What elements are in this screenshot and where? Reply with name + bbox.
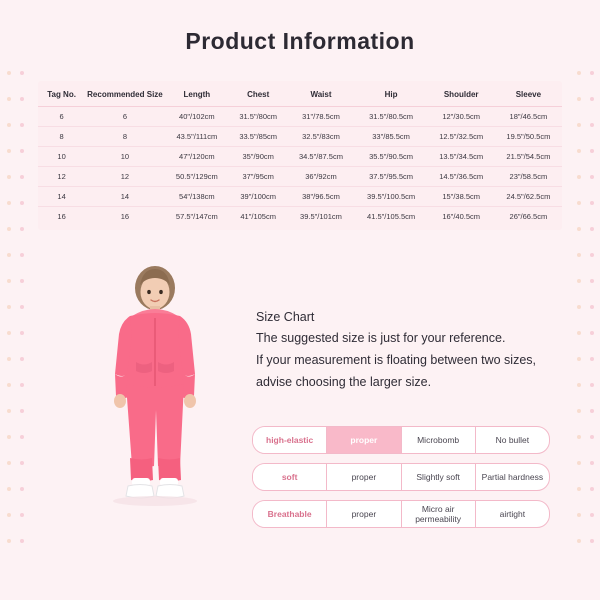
property-label-breathable: Breathable (253, 501, 327, 527)
column-header-recommended-size: Recommended Size (85, 83, 165, 107)
column-header-chest: Chest (229, 83, 287, 107)
size-chart-line-3: advise choosing the larger size. (256, 375, 432, 389)
page-title: Product Information (185, 28, 415, 54)
size-chart-heading: Size Chart (256, 310, 315, 324)
cell-length: 40"/102cm (165, 107, 229, 127)
cell-tag-no: 16 (57, 212, 66, 221)
property-scale-high-elastic (252, 426, 550, 454)
table-row (38, 167, 562, 187)
cell-hip: 39.5"/100.5cm (355, 187, 428, 207)
property-option-breathable-micro-air-permeability[interactable]: Micro air permeability (402, 501, 476, 527)
property-scale-soft (252, 463, 550, 491)
size-table (38, 81, 562, 230)
cell-length: 54"/138cm (165, 187, 229, 207)
cell-sleeve: 26"/66.5cm (509, 212, 548, 221)
cell-tag-no: 10 (38, 147, 85, 167)
cell-chest: 41"/105cm (240, 212, 276, 221)
property-option-high-elastic-proper[interactable]: proper (327, 427, 401, 453)
cell-tag-no: 14 (38, 187, 85, 207)
cell-hip: 35.5"/90.5cm (355, 147, 428, 167)
property-label-high-elastic: high-elastic (253, 427, 327, 453)
cell-hip: 41.5"/105.5cm (367, 212, 416, 221)
cell-waist: 31"/78.5cm (287, 107, 354, 127)
column-header-hip: Hip (355, 83, 428, 107)
cell-tag-no: 12 (38, 167, 85, 187)
cell-chest: 33.5"/85cm (229, 127, 287, 147)
column-header-tag-no: Tag No. (38, 83, 85, 107)
table-row (38, 187, 562, 207)
product-model-image (70, 258, 240, 558)
cell-chest: 31.5"/80cm (229, 107, 287, 127)
cell-chest: 35"/90cm (229, 147, 287, 167)
size-chart-line-2: If your measurement is floating between two sizes, (256, 353, 536, 367)
cell-hip: 37.5"/95.5cm (355, 167, 428, 187)
property-label-soft: soft (253, 464, 327, 490)
table-row (38, 207, 562, 227)
property-option-soft-slightly-soft[interactable]: Slightly soft (402, 464, 476, 490)
property-option-breathable-airtight[interactable]: airtight (499, 509, 526, 519)
cell-recommended-size: 10 (85, 147, 165, 167)
table-row (38, 107, 562, 127)
cell-recommended-size: 8 (85, 127, 165, 147)
size-chart-line-1: The suggested size is just for your reference. (256, 331, 506, 345)
cell-tag-no: 6 (38, 107, 85, 127)
cell-sleeve: 19.5"/50.5cm (495, 127, 562, 147)
cell-waist: 38"/96.5cm (287, 187, 354, 207)
cell-waist: 36"/92cm (287, 167, 354, 187)
cell-shoulder: 16"/40.5cm (442, 212, 481, 221)
table-row (38, 127, 562, 147)
cell-hip: 33"/85.5cm (355, 127, 428, 147)
property-option-breathable-proper[interactable]: proper (327, 501, 401, 527)
size-chart-info (256, 310, 566, 395)
table-row (38, 147, 562, 167)
cell-recommended-size: 6 (85, 107, 165, 127)
cell-shoulder: 13.5"/34.5cm (428, 147, 495, 167)
column-header-waist: Waist (287, 83, 354, 107)
cell-waist: 32.5"/83cm (287, 127, 354, 147)
property-option-soft-proper[interactable]: proper (327, 464, 401, 490)
cell-length: 47"/120cm (165, 147, 229, 167)
cell-length: 57.5"/147cm (175, 212, 218, 221)
cell-length: 50.5"/129cm (165, 167, 229, 187)
column-header-sleeve: Sleeve (495, 83, 562, 107)
cell-chest: 39"/100cm (229, 187, 287, 207)
cell-waist: 34.5"/87.5cm (287, 147, 354, 167)
cell-shoulder: 15"/38.5cm (428, 187, 495, 207)
cell-sleeve: 24.5"/62.5cm (495, 187, 562, 207)
cell-tag-no: 8 (38, 127, 85, 147)
property-scale-breathable (252, 500, 550, 528)
column-header-shoulder: Shoulder (428, 83, 495, 107)
cell-length: 43.5"/111cm (165, 127, 229, 147)
cell-shoulder: 12.5"/32.5cm (428, 127, 495, 147)
cell-recommended-size: 12 (85, 167, 165, 187)
property-option-high-elastic-microbomb[interactable]: Microbomb (402, 427, 476, 453)
cell-shoulder: 14.5"/36.5cm (428, 167, 495, 187)
property-option-high-elastic-no-bullet[interactable]: No bullet (495, 435, 530, 445)
cell-chest: 37"/95cm (229, 167, 287, 187)
table-header-row (38, 83, 562, 107)
cell-recommended-size: 14 (85, 187, 165, 207)
property-scales (252, 426, 550, 537)
cell-waist: 39.5"/101cm (300, 212, 342, 221)
cell-hip: 31.5"/80.5cm (355, 107, 428, 127)
cell-sleeve: 18"/46.5cm (495, 107, 562, 127)
column-header-length: Length (165, 83, 229, 107)
cell-recommended-size: 16 (120, 212, 130, 221)
property-option-soft-partial-hardness[interactable]: Partial hardness (481, 472, 544, 482)
cell-sleeve: 21.5"/54.5cm (495, 147, 562, 167)
cell-shoulder: 12"/30.5cm (428, 107, 495, 127)
cell-sleeve: 23"/58.5cm (495, 167, 562, 187)
